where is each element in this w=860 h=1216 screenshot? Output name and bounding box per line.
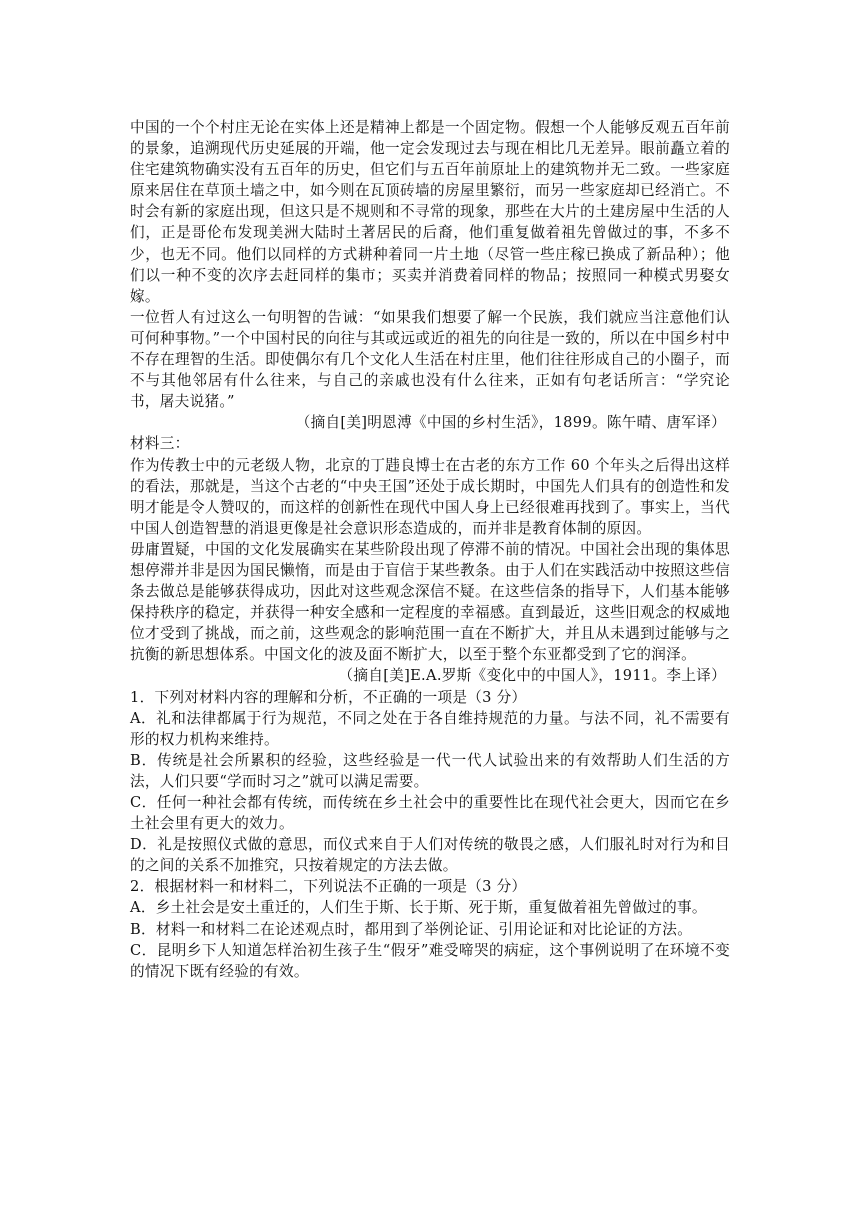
question-1-option-c: C．任何一种社会都有传统，而传统在乡土社会中的重要性比在现代社会更大，因而它在乡土社会里有更大的效力。 — [130, 794, 730, 833]
question-2-option-c: C．昆明乡下人知道怎样治初生孩子生“假牙”难受啼哭的病症，这个事例说明了在环境不变的情况下既有经验的有效。 — [130, 941, 730, 980]
question-1-option-b: B．传统是社会所累积的经验，这些经验是一代一代人试验出来的有效帮助人们生活的方法，人们只要“学而时习之”就可以满足需要。 — [130, 751, 730, 790]
material3-paragraph-2: 毋庸置疑，中国的文化发展确实在某些阶段出现了停滞不前的情况。中国社会出现的集体思想停滞并非是因为国民懒惰，而是由于盲信于某些教条。由于人们在实践活动中按照这些信条去做总是能够获得成功，因此对这些观念深信不疑。在这些信条的指导下，人们基本能够保持秩序的稳定，并获得一种安全感和一定程度的幸福感。直到最近，这些旧观念的权威地位才受到了挑战，而之前，这些观念的影响范围一直在不断扩大，并且从未遇到过能够与之抗衡的新思想体系。中国文化的波及面不断扩大，以至于整个东亚都受到了它的润泽。 — [130, 540, 730, 664]
material2-paragraph-1: 中国的一个个村庄无论在实体上还是精神上都是一个固定物。假想一个人能够反观五百年前的景象，追溯现代历史延展的开端，他一定会发现过去与现在相比几无差异。眼前矗立着的住宅建筑物确实没有五百年的历史，但它们与五百年前原址上的建筑物并无二致。一些家庭原来居住在草顶土墙之中，如今则在瓦顶砖墙的房屋里繁衍，而另一些家庭却已经消亡。不时会有新的家庭出现，但这只是不规则和不寻常的现象，那些在大片的土建房屋中生活的人们，正是哥伦布发现美洲大陆时土著居民的后裔，他们重复做着祖先曾做过的事，不多不少，也无不同。他们以同样的方式耕种着同一片土地（尽管一些庄稼已换成了新品种）；他们以一种不变的次序去赶同样的集市；买卖并消费着同样的物品；按照同一种模式男娶女嫁。 — [130, 119, 730, 305]
material2-source: （摘自[美]明恩溥《中国的乡村生活》，1899。陈午晴、唐军译） — [295, 414, 726, 432]
question-2-option-b: B．材料一和材料二在论述观点时，都用到了举例论证、引用论证和对比论证的方法。 — [130, 920, 693, 938]
question-1-option-d: D．礼是按照仪式做的意思，而仪式来自于人们对传统的敬畏之感，人们服礼时对行为和目的之间的关系不加推究，只按着规定的方法去做。 — [130, 836, 730, 875]
material3-source: （摘自[美]E.A.罗斯《变化中的中国人》，1911。李上译） — [338, 667, 726, 685]
document-page — [130, 117, 730, 982]
material3-paragraph-1: 作为传教士中的元老级人物，北京的丁韪良博士在古老的东方工作 60 个年头之后得出这样的看法，那就是，当这个古老的“中央王国”还处于成长期时，中国先人们具有的创造性和发明才能是令人赞叹的，而这样的创新性在现代中国人身上已经很难再找到了。事实上，当代中国人创造智慧的消退更像是社会意识形态造成的，而并非是教育体制的原因。 — [130, 456, 730, 537]
material2-paragraph-2: 一位哲人有过这么一句明智的告诫：“如果我们想要了解一个民族，我们就应当注意他们认可何种事物。”一个中国村民的向往与其或远或近的祖先的向往是一致的，所以在中国乡村中不存在理智的生活。即使偶尔有几个文化人生活在村庄里，他们往往形成自己的小圈子，而不与其他邻居有什么往来，与自己的亲戚也没有什么往来，正如有句老话所言：“学究论书，屠夫说猪。” — [130, 308, 730, 411]
question-1-option-a: A．礼和法律都属于行为规范，不同之处在于各自维持规范的力量。与法不同，礼不需要有形的权力机构来维持。 — [130, 709, 730, 748]
question-1-stem: 1．下列对材料内容的理解和分析，不正确的一项是（3 分） — [130, 688, 527, 706]
material3-heading: 材料三： — [130, 435, 190, 453]
question-2-stem: 2．根据材料一和材料二，下列说法不正确的一项是（3 分） — [130, 878, 527, 896]
question-2-option-a: A．乡土社会是安土重迁的，人们生于斯、长于斯、死于斯，重复做着祖先曾做过的事。 — [130, 899, 707, 917]
